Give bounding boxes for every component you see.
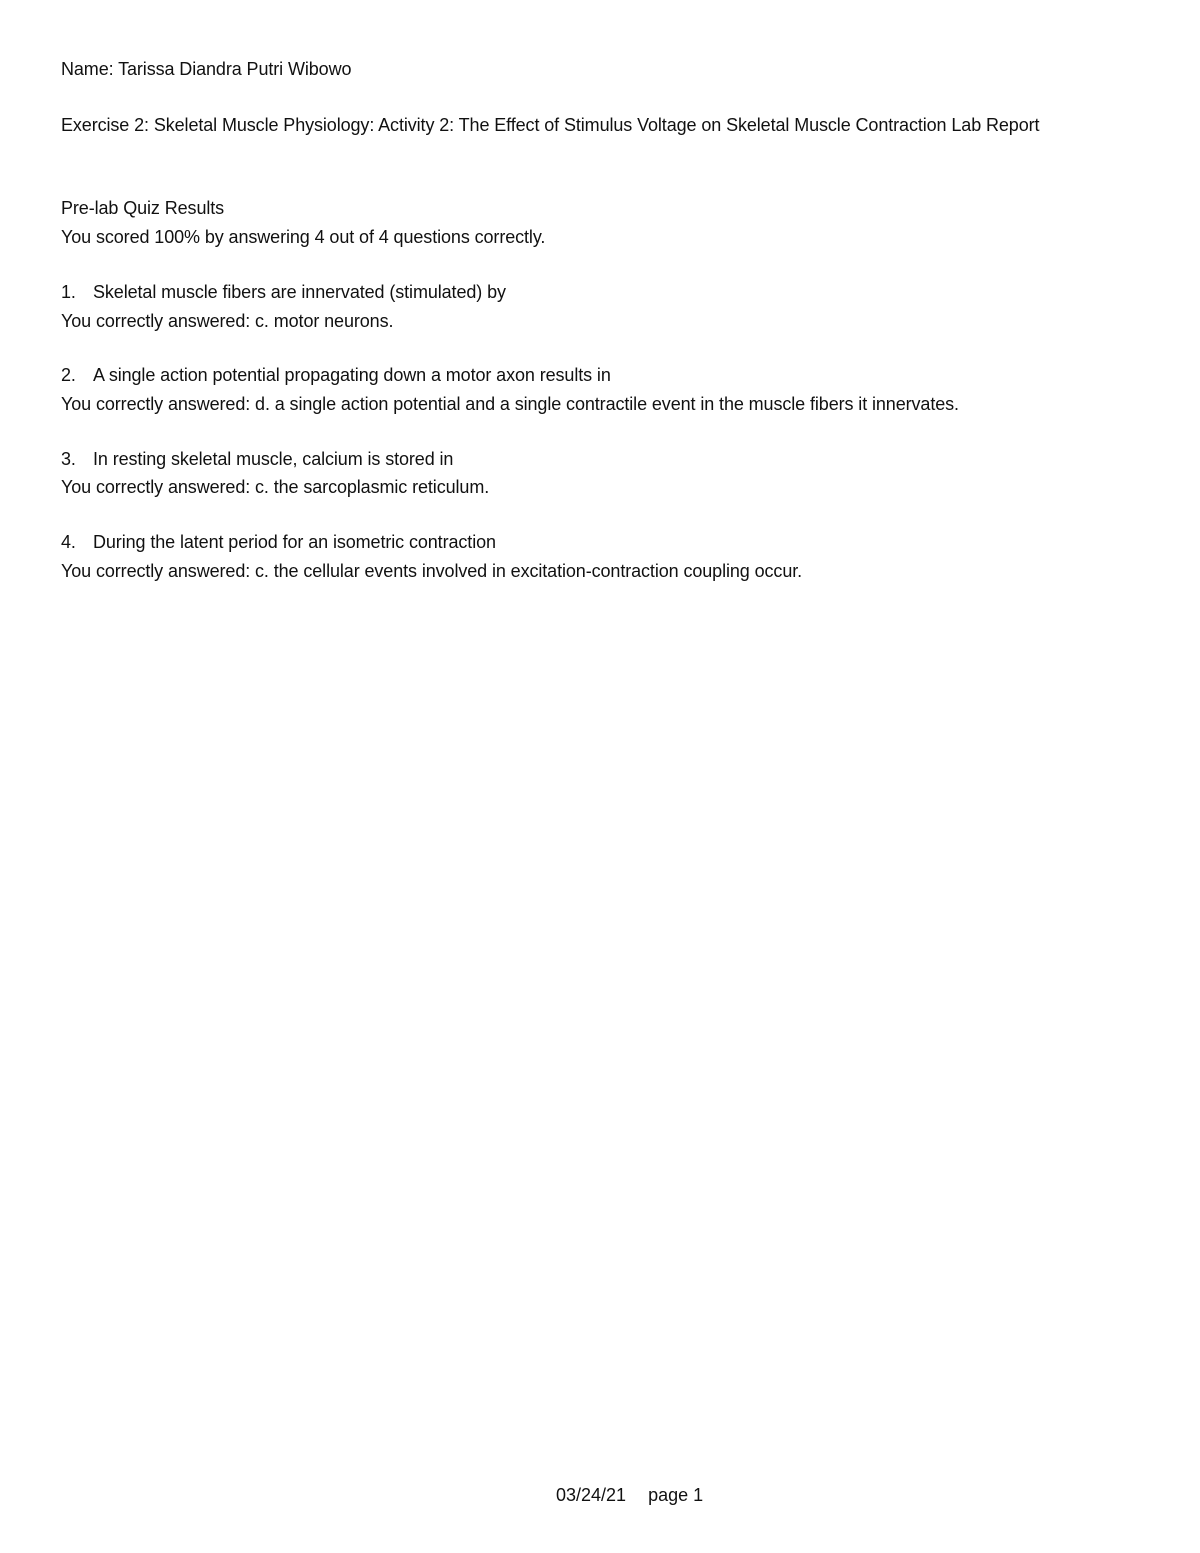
student-name: Name: Tarissa Diandra Putri Wibowo <box>61 59 352 79</box>
question-2 <box>61 362 611 388</box>
page-footer <box>556 1482 703 1508</box>
answer-2: You correctly answered: d. a single action potential and a single contractile event in the muscle fibers it innervates. <box>61 394 959 414</box>
question-number: 3. <box>61 449 76 469</box>
report-title: Exercise 2: Skeletal Muscle Physiology: Activity 2: The Effect of Stimulus Voltage on Skeletal Muscle Contraction Lab Report <box>61 115 1040 135</box>
quiz-score: You scored 100% by answering 4 out of 4 questions correctly. <box>61 227 546 247</box>
question-3 <box>61 446 453 472</box>
question-text: A single action potential propagating down a motor axon results in <box>93 365 611 385</box>
answer-1: You correctly answered: c. motor neurons. <box>61 311 394 331</box>
question-text: Skeletal muscle fibers are innervated (stimulated) by <box>93 282 506 302</box>
question-number: 4. <box>61 532 76 552</box>
answer-3: You correctly answered: c. the sarcoplasmic reticulum. <box>61 477 490 497</box>
question-1 <box>61 279 506 305</box>
question-text: In resting skeletal muscle, calcium is stored in <box>93 449 454 469</box>
question-text: During the latent period for an isometric contraction <box>93 532 496 552</box>
answer-4: You correctly answered: c. the cellular events involved in excitation-contraction coupling occur. <box>61 561 803 581</box>
footer-date: 03/24/21 <box>556 1485 627 1505</box>
question-4 <box>61 529 496 555</box>
question-number: 1. <box>61 282 76 302</box>
quiz-heading: Pre-lab Quiz Results <box>61 198 225 218</box>
footer-page-number: page 1 <box>648 1485 704 1505</box>
question-number: 2. <box>61 365 76 385</box>
